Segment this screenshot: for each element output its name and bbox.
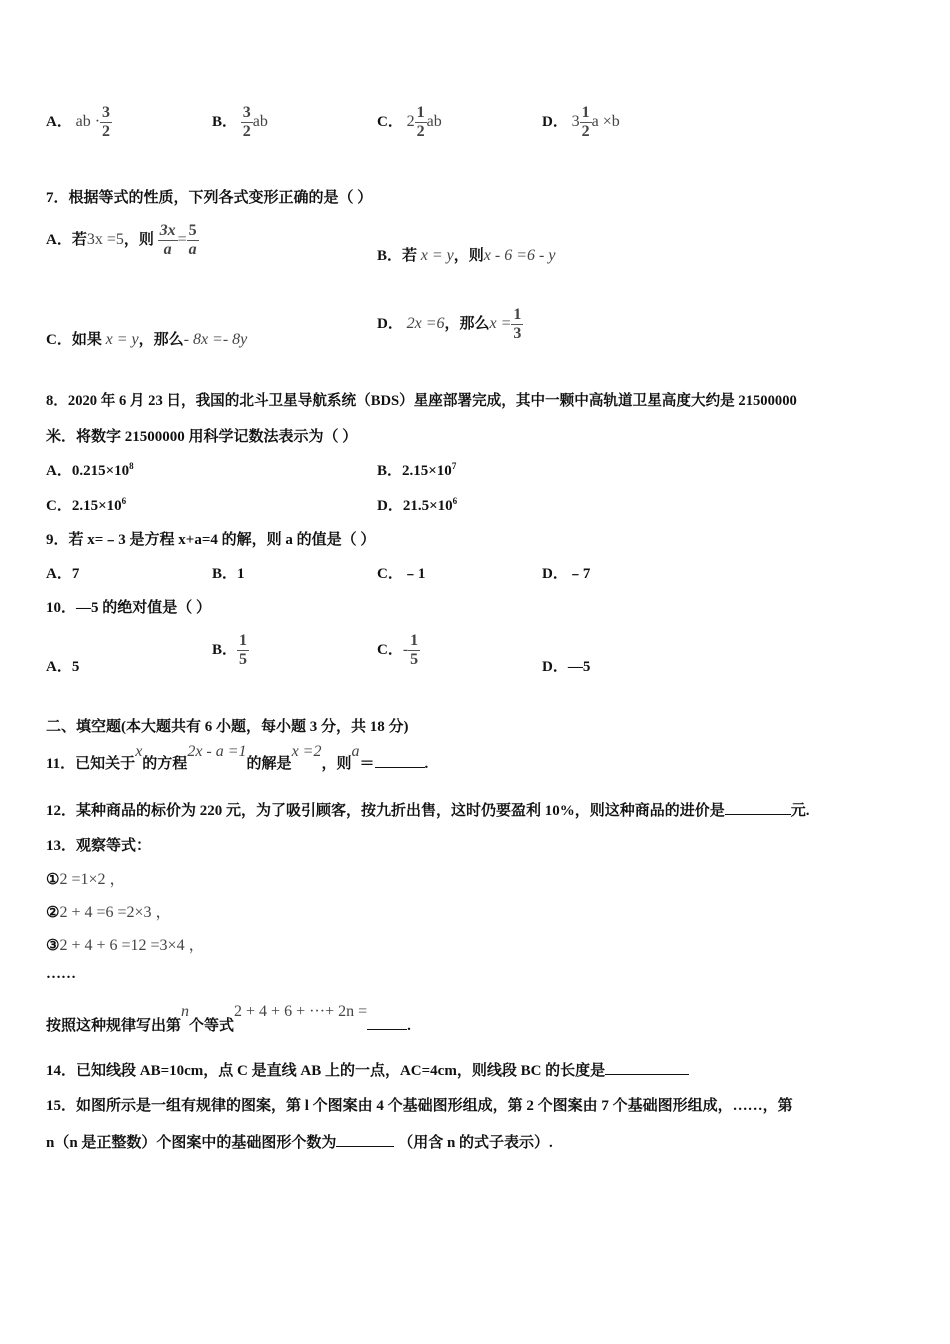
math-text: ab bbox=[426, 112, 442, 130]
circled-number: ③ bbox=[46, 938, 60, 954]
connector-text: ，那么 bbox=[138, 332, 184, 348]
denominator: 2 bbox=[416, 123, 425, 140]
answer-blank[interactable] bbox=[605, 1074, 689, 1075]
numerator: 3 bbox=[242, 104, 251, 121]
q13-eq2 bbox=[46, 899, 172, 922]
math-text: 2 + 4 + 6 + ···+ 2n = bbox=[234, 1003, 368, 1020]
answer-blank[interactable] bbox=[367, 1029, 407, 1030]
q6-option-d bbox=[542, 104, 620, 141]
q7-option-a bbox=[46, 222, 199, 259]
math-text: n bbox=[181, 1003, 190, 1020]
text: 11．已知关于 bbox=[46, 756, 136, 772]
q13-eq1 bbox=[46, 866, 126, 889]
text: （用含 n 的式子表示）. bbox=[398, 1135, 553, 1151]
numerator: 1 bbox=[416, 104, 425, 121]
fraction bbox=[100, 104, 112, 141]
q15-line1: 15．如图所示是一组有规律的图案，第 l 个图案由 4 个基础图形组成，第 2 个图案由 7 个基础图形组成，……，第 bbox=[46, 1098, 793, 1114]
text: . bbox=[424, 756, 429, 772]
exponent: 7 bbox=[451, 461, 457, 471]
fraction bbox=[580, 104, 592, 141]
fraction bbox=[187, 222, 199, 259]
denominator: a bbox=[188, 241, 197, 258]
q8-option-c bbox=[46, 494, 126, 515]
option-label: C． bbox=[377, 641, 403, 658]
q8-option-a bbox=[46, 459, 134, 480]
q13-question bbox=[46, 1000, 411, 1034]
q8-option-b bbox=[377, 459, 456, 480]
q9-option-b: B．1 bbox=[212, 566, 245, 582]
text: 个等式 bbox=[189, 1018, 235, 1034]
math-text: a bbox=[351, 743, 360, 760]
math-text: 2x =6 bbox=[406, 314, 445, 332]
numerator: 1 bbox=[513, 306, 522, 323]
numerator: 1 bbox=[239, 632, 248, 649]
text: 的解是 bbox=[246, 756, 292, 772]
text: ＝ bbox=[359, 756, 375, 772]
fraction bbox=[415, 104, 427, 141]
option-label: B．若 bbox=[377, 248, 418, 264]
fraction bbox=[241, 104, 253, 141]
q10-option-d: D．—5 bbox=[542, 659, 591, 675]
denominator: 5 bbox=[239, 651, 248, 668]
option-label: B． bbox=[212, 113, 238, 130]
numerator: 1 bbox=[410, 632, 419, 649]
q9-option-c: C．﹣1 bbox=[377, 566, 426, 582]
math-text: x =2 bbox=[291, 743, 322, 760]
denominator: 5 bbox=[410, 651, 419, 668]
answer-blank[interactable] bbox=[725, 814, 791, 815]
text: n（n 是正整数）个图案中的基础图形个数为 bbox=[46, 1135, 337, 1151]
connector-text: ，则 bbox=[453, 248, 484, 264]
answer-blank[interactable] bbox=[336, 1146, 394, 1147]
math-text: x = y bbox=[420, 247, 454, 264]
option-label: C．如果 bbox=[46, 332, 102, 348]
text: 14．已知线段 AB=10cm，点 C 是直线 AB 上的一点，AC=4cm，则线段 BC 的长度是 bbox=[46, 1063, 606, 1079]
connector-text: ，那么 bbox=[444, 315, 490, 332]
q6-option-c bbox=[377, 104, 442, 141]
option-label: D． bbox=[377, 315, 403, 332]
numerator: 5 bbox=[188, 222, 197, 239]
q8-stem-line2: 米．将数字 21500000 用科学记数法表示为（ ） bbox=[46, 429, 358, 445]
math-text: 2 =1×2 ， bbox=[59, 871, 126, 888]
q7-option-c bbox=[46, 328, 247, 349]
q10-option-b bbox=[212, 632, 249, 669]
denominator: a bbox=[163, 241, 172, 258]
option-text: D．21.5×10 bbox=[377, 498, 453, 514]
answer-blank[interactable] bbox=[375, 767, 425, 768]
math-text: x = y bbox=[105, 331, 139, 348]
math-text: ab bbox=[252, 112, 268, 130]
text: 按照这种规律写出第 bbox=[46, 1018, 182, 1034]
q11-line bbox=[46, 740, 429, 772]
fraction bbox=[158, 222, 178, 259]
math-text: = bbox=[177, 230, 187, 248]
numerator: 1 bbox=[581, 104, 590, 121]
q9-option-a: A．7 bbox=[46, 566, 80, 582]
text: 元. bbox=[790, 803, 810, 819]
math-text: 2x - a =1 bbox=[187, 743, 247, 760]
math-text: 3 bbox=[571, 112, 580, 130]
option-text: C．2.15×10 bbox=[46, 498, 122, 514]
q8-stem-line1: 8．2020 年 6 月 23 日，我国的北斗卫星导航系统（BDS）星座部署完成，其中一颗中高轨道卫星高度大约是 21500000 bbox=[46, 393, 797, 409]
option-label: A． bbox=[46, 113, 72, 130]
text: ，则 bbox=[321, 756, 352, 772]
math-text: 2 + 4 =6 =2×3 ， bbox=[59, 904, 172, 921]
q15-line2 bbox=[46, 1131, 553, 1152]
circled-number: ① bbox=[46, 872, 60, 888]
text: . bbox=[407, 1018, 411, 1034]
option-label: A．若 bbox=[46, 231, 87, 248]
math-text: a ×b bbox=[591, 112, 620, 130]
q6-option-b bbox=[212, 104, 268, 141]
circled-number: ② bbox=[46, 905, 60, 921]
numerator: 3x bbox=[159, 222, 176, 239]
math-text: - 8x =- 8y bbox=[183, 331, 248, 348]
fraction bbox=[237, 632, 249, 669]
math-text: 2 + 4 + 6 =12 =3×4 ， bbox=[59, 937, 205, 954]
fraction bbox=[408, 632, 420, 669]
q10-option-a: A．5 bbox=[46, 659, 80, 675]
q13-stem: 13．观察等式： bbox=[46, 838, 152, 854]
q6-option-a bbox=[46, 104, 112, 141]
q7-stem: 7．根据等式的性质，下列各式变形正确的是（ ） bbox=[46, 190, 373, 206]
exponent: 8 bbox=[129, 461, 134, 471]
q9-option-d: D．﹣7 bbox=[542, 566, 591, 582]
math-text: ab · bbox=[75, 112, 101, 130]
option-label: D． bbox=[542, 113, 568, 130]
option-label: B． bbox=[212, 641, 238, 658]
option-text: A．0.215×10 bbox=[46, 463, 130, 479]
math-text: 3x =5 bbox=[86, 230, 124, 248]
math-text: x bbox=[135, 743, 143, 760]
q13-eq3 bbox=[46, 932, 205, 955]
exponent: 6 bbox=[452, 496, 458, 506]
fraction bbox=[511, 306, 523, 343]
q12-line bbox=[46, 799, 810, 820]
q9-stem: 9．若 x=﹣3 是方程 x+a=4 的解，则 a 的值是（ ） bbox=[46, 532, 376, 548]
q7-option-b bbox=[377, 244, 555, 265]
connector-text: ，则 bbox=[123, 231, 154, 248]
denominator: 2 bbox=[242, 123, 251, 140]
math-text: x - 6 =6 - y bbox=[483, 247, 556, 264]
option-label: C． bbox=[377, 113, 403, 130]
numerator: 3 bbox=[102, 104, 111, 121]
math-text: 2 bbox=[406, 112, 415, 130]
q8-option-d bbox=[377, 494, 457, 515]
text: 的方程 bbox=[142, 756, 188, 772]
denominator: 2 bbox=[102, 123, 111, 140]
q7-option-d bbox=[377, 306, 523, 343]
section-heading: 二、填空题(本大题共有 6 小题，每小题 3 分，共 18 分) bbox=[46, 719, 409, 735]
denominator: 2 bbox=[581, 123, 590, 140]
q14-line bbox=[46, 1059, 689, 1080]
math-text: - bbox=[402, 640, 409, 658]
q13-ellipsis: …… bbox=[46, 966, 76, 982]
text: 12．某种商品的标价为 220 元，为了吸引顾客，按九折出售，这时仍要盈利 10%，则这种商品的进价是 bbox=[46, 803, 725, 819]
denominator: 3 bbox=[513, 325, 522, 342]
exponent: 6 bbox=[121, 496, 127, 506]
q10-stem: 10．—5 的绝对值是（ ） bbox=[46, 600, 212, 616]
option-text: B．2.15×10 bbox=[377, 463, 452, 479]
math-text: x = bbox=[489, 314, 512, 332]
q10-option-c bbox=[377, 632, 420, 669]
